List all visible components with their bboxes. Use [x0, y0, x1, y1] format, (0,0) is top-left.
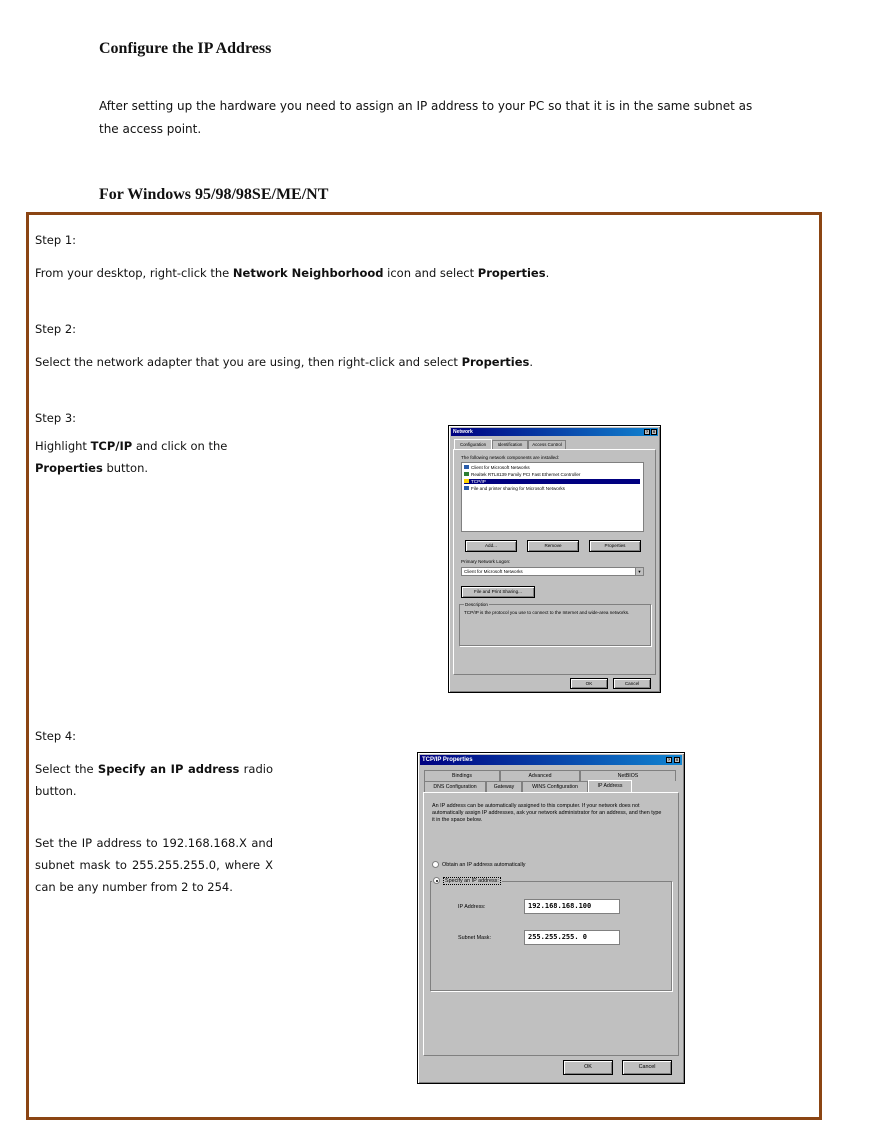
ip-address-field[interactable]: 192.168.168.100 [524, 899, 620, 914]
tcpip-dialog-title: TCP/IP Properties [422, 757, 473, 763]
step4-text-2: Set the IP address to 192.168.168.X and subnet mask to 255.255.255.0, where X can be any number from 2 to 254. [35, 836, 273, 894]
step3-text: Highlight TCP/IP and click on the Properties button. [35, 439, 228, 475]
radio-icon [432, 861, 439, 868]
logon-select[interactable] [461, 567, 644, 576]
description-group [459, 604, 651, 646]
radio-obtain-auto[interactable]: Obtain an IP address automatically [432, 861, 526, 868]
cancel-button[interactable]: Cancel [613, 678, 651, 689]
component-item[interactable]: Client for Microsoft Networks [464, 465, 530, 470]
close-button[interactable]: X [652, 429, 656, 434]
radio-specify-ip[interactable]: Specify an IP address: [432, 877, 502, 884]
tab-gateway[interactable]: Gateway [486, 781, 522, 792]
step4-title: Step 4: [35, 729, 77, 743]
description-label: Description [465, 602, 488, 607]
tab-dns-configuration[interactable]: DNS Configuration [424, 781, 486, 792]
network-dialog [448, 425, 661, 693]
step2-title: Step 2: [35, 322, 77, 336]
intro-paragraph: After setting up the hardware you need to assign an IP address to your PC so that it is in the same subnet as the access point. [99, 99, 753, 136]
remove-button[interactable]: Remove [527, 540, 579, 552]
close-button[interactable]: X [675, 757, 679, 762]
adapter-icon [464, 472, 469, 476]
component-item-selected[interactable]: TCP/IP [464, 479, 640, 484]
step1-text: From your desktop, right-click the Network Neighborhood icon and select Properties. [35, 266, 550, 280]
tab-identification[interactable]: Identification [492, 440, 528, 449]
ok-button[interactable]: OK [563, 1060, 613, 1075]
step4-text: Select the Specify an IP address radio button. [35, 762, 273, 798]
client-icon [464, 465, 469, 469]
ok-button[interactable]: OK [570, 678, 608, 689]
tab-ip-address[interactable]: IP Address [588, 780, 632, 792]
protocol-icon [464, 479, 469, 483]
step2-text: Select the network adapter that you are using, then right-click and select Properties. [35, 355, 534, 369]
cancel-button[interactable]: Cancel [622, 1060, 672, 1075]
tcpip-dialog [417, 752, 685, 1084]
tab-advanced[interactable]: Advanced [500, 770, 580, 781]
logon-value: Client for Microsoft Networks [464, 569, 523, 574]
network-dialog-title: Network [453, 429, 473, 435]
radio-selected-icon [433, 877, 440, 884]
section-subheading: For Windows 95/98/98SE/ME/NT [99, 186, 329, 203]
logon-label: Primary Network Logon: [461, 559, 511, 564]
steps-box [26, 212, 822, 1120]
ip-address-label: IP Address: [458, 904, 486, 910]
component-item[interactable]: Realtek RTL8139 Family PCI Fast Ethernet Controller [464, 472, 580, 477]
components-list[interactable] [461, 462, 644, 532]
tab-netbios[interactable]: NetBIOS [580, 770, 676, 781]
components-label: The following network components are installed: [461, 455, 560, 460]
tab-configuration[interactable]: Configuration [454, 439, 492, 449]
page-heading: Configure the IP Address [99, 40, 272, 57]
component-item[interactable]: File and printer sharing for Microsoft Networks [464, 486, 565, 491]
tab-bindings[interactable]: Bindings [424, 770, 500, 781]
tab-access-control[interactable]: Access Control [528, 440, 566, 449]
step1-title: Step 1: [35, 233, 77, 247]
subnet-mask-field[interactable]: 255.255.255. 0 [524, 930, 620, 945]
help-button[interactable]: ? [645, 429, 649, 434]
file-print-sharing-button[interactable]: File and Print Sharing... [461, 586, 535, 598]
properties-button[interactable]: Properties [589, 540, 641, 552]
subnet-mask-label: Subnet Mask: [458, 935, 491, 941]
sharing-icon [464, 486, 469, 490]
network-titlebar [451, 428, 658, 436]
tab-wins-configuration[interactable]: WINS Configuration [522, 781, 588, 792]
add-button[interactable]: Add... [465, 540, 517, 552]
chevron-down-icon[interactable]: ▼ [635, 568, 643, 575]
tcpip-titlebar [420, 755, 682, 765]
help-button[interactable]: ? [667, 757, 671, 762]
step3-title: Step 3: [35, 411, 77, 425]
ip-info-text: An IP address can be automatically assigned to this computer. If your network does not automatically assign IP addresses, ask your network administrator for an address, and then type it in the space below. [432, 803, 662, 823]
description-text: TCP/IP is the protocol you use to connect to the Internet and wide-area networks. [464, 610, 630, 615]
